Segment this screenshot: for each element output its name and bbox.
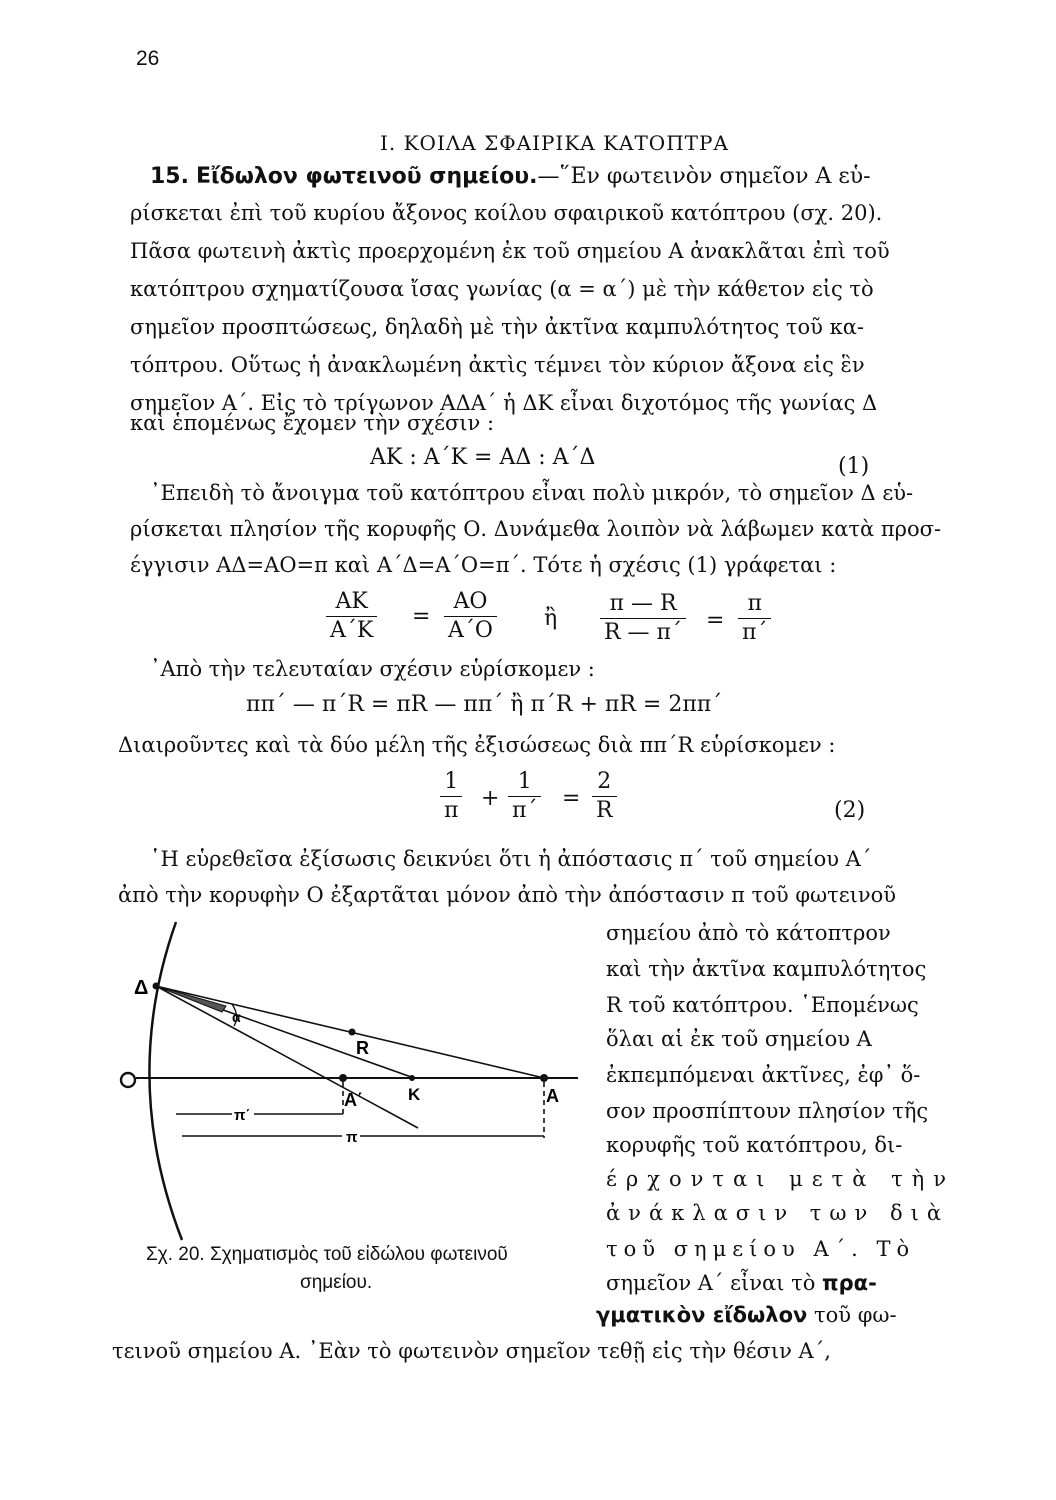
fraction-denominator: R — [596, 798, 613, 823]
section-intro: —῞Εν φωτεινὸν σημεῖον Α εὑ- — [537, 164, 871, 189]
equals-sign: = — [562, 786, 581, 811]
label-pi-prime: π΄ — [234, 1107, 251, 1124]
text-line: R τοῦ κατόπτρου. ῾Επομένως — [606, 993, 919, 1017]
point-k — [409, 1075, 415, 1081]
fraction-numerator: 2 — [592, 768, 617, 797]
text-plain: τοῦ φω- — [807, 1303, 897, 1327]
fraction-denominator: π — [444, 798, 459, 823]
fraction-denominator: π΄ — [512, 798, 538, 823]
or-word: ἢ — [544, 606, 558, 631]
text-line: ᾿Απὸ τὴν τελευταίαν σχέσιν εὑρίσκομεν : — [150, 657, 595, 681]
fraction-numerator: ΑΟ — [444, 588, 497, 617]
text-line: έρχονται μετὰ τὴν — [606, 1167, 956, 1191]
equation-1-label: (1) — [838, 454, 870, 479]
fraction-denominator: Α΄Ο — [448, 618, 493, 643]
equation-3: ππ΄ — π΄R = πR — ππ΄ ἢ π΄R + πR = 2ππ΄ — [246, 692, 723, 717]
text-line: τόπτρου. Οὕτως ἡ ἀνακλωμένη ἀκτὶς τέμνει τὸν κύριον ἄξονα εἰς ἓν — [130, 353, 865, 377]
point-delta — [153, 983, 160, 990]
fraction-numerator: 1 — [508, 768, 541, 797]
point-a — [540, 1074, 548, 1082]
fraction-denominator: π΄ — [742, 620, 768, 645]
fraction-numerator: 1 — [440, 768, 462, 797]
text-line: ρίσκεται ἐπὶ τοῦ κυρίου ἄξονος κοίλου σφαιρικοῦ κατόπτρου (σχ. 20). — [130, 201, 883, 225]
figure-caption-line-2: σημείου. — [300, 1272, 373, 1293]
label-a-prime: A΄ — [344, 1090, 363, 1110]
text-line: ἀπὸ τὴν κορυφὴν Ο ἐξαρτᾶται μόνον ἀπὸ τὴν ἀπόστασιν π τοῦ φωτεινοῦ — [118, 883, 897, 907]
label-k: K — [408, 1085, 421, 1104]
text-line: σημεῖον προσπτώσεως, δηλαδὴ μὲ τὴν ἀκτῖνα καμπυλότητος τοῦ κα- — [130, 315, 864, 339]
text-line: κορυφῆς τοῦ κατόπτρου, δι- — [606, 1133, 903, 1157]
text-plain: σημεῖον Α΄ εἶναι τὸ — [606, 1271, 816, 1295]
section-title: Εἴδωλον φωτεινοῦ σημείου. — [195, 164, 538, 189]
concave-mirror-arc — [149, 922, 182, 1240]
plus-sign: + — [481, 786, 500, 811]
label-r: R — [356, 1038, 369, 1058]
equals-sign: = — [412, 604, 431, 629]
figure-caption-line-1: Σχ. 20. Σχηματισμὸς τοῦ εἰδώλου φωτεινοῦ — [146, 1244, 508, 1265]
text-line: κατόπτρου σχηματίζουσα ἴσας γωνίας (α = α΄) μὲ τὴν κάθετον εἰς τὸ — [130, 277, 874, 301]
text-line: σημεῖον Α΄. Εἰς τὸ τρίγωνον ΑΔΑ΄ ἡ ΔΚ εἶναι διχοτόμος τῆς γωνίας Δ — [130, 391, 878, 415]
text-line: ἀνάκλασιν των διὰ — [606, 1201, 949, 1225]
equation-2-label: (2) — [834, 798, 866, 823]
angle-hatching — [156, 986, 226, 1012]
text-line: τεινοῦ σημείου Α. ᾿Εὰν τὸ φωτεινὸν σημεῖον τεθῇ εἰς τὴν θέσιν Α΄, — [112, 1339, 831, 1363]
text-bold: γματικὸν εἴδωλον — [596, 1303, 808, 1327]
text-line: σημείου ἀπὸ τὸ κάτοπτρον — [606, 921, 891, 945]
fraction-denominator: Α΄Κ — [330, 618, 374, 643]
fraction-numerator: π — R — [600, 590, 686, 619]
section-number: 15. — [150, 164, 189, 189]
fraction-numerator: ΑΚ — [326, 588, 377, 617]
text-line: Πᾶσα φωτεινὴ ἀκτὶς προερχομένη ἐκ τοῦ σημείου Α ἀνακλᾶται ἐπὶ τοῦ — [130, 239, 890, 263]
text-line: σον προσπίπτουν πλησίον τῆς — [606, 1099, 929, 1123]
point-o — [121, 1073, 135, 1087]
text-line: καὶ τὴν ἀκτῖνα καμπυλότητος — [606, 957, 927, 981]
point-r — [349, 1029, 356, 1036]
label-a: A — [546, 1086, 559, 1106]
reflected-ray — [156, 986, 418, 1128]
text-line: τοῦ σημείου Α΄. Τὸ — [606, 1237, 916, 1261]
fraction-numerator: π — [738, 590, 771, 619]
text-line: Διαιροῦντες καὶ τὰ δύο μέλη τῆς ἐξισώσεως διὰ ππ΄R εὑρίσκομεν : — [118, 733, 836, 757]
equals-sign: = — [706, 608, 725, 633]
label-pi: π — [346, 1129, 358, 1146]
text-line: ᾿Επειδὴ τὸ ἄνοιγμα τοῦ κατόπτρου εἶναι πολὺ μικρόν, τὸ σημεῖον Δ εὑ- — [150, 481, 914, 505]
text-line: ῾Η εὑρεθεῖσα ἐξίσωσις δεικνύει ὅτι ἡ ἀπόστασις π΄ τοῦ σημείου Α΄ — [150, 847, 872, 871]
text-line: ἐκπεμπόμεναι ἀκτῖνες, ἐφ᾿ ὅ- — [606, 1063, 921, 1087]
chapter-heading: I. ΚΟΙΛΑ ΣΦΑΙΡΙΚΑ ΚΑΤΟΠΤΡΑ — [380, 131, 729, 155]
label-alpha: α — [232, 1009, 241, 1025]
text-line: έγγισιν ΑΔ=ΑΟ=π καὶ Α΄Δ=Α΄Ο=π΄. Τότε ἡ σχέσις (1) γράφεται : — [130, 553, 837, 577]
equation-1: ΑΚ : Α΄Κ = ΑΔ : Α΄Δ — [370, 445, 596, 470]
text-bold: πρα- — [822, 1271, 877, 1295]
label-delta: Δ — [134, 977, 149, 999]
page-number: 26 — [136, 47, 160, 70]
text-line: ρίσκεται πλησίον τῆς κορυφῆς Ο. Δυνάμεθα λοιπὸν νὰ λάβωμεν κατὰ προσ- — [130, 517, 942, 541]
text-line: καὶ ἑπομένως ἔχομεν τὴν σχέσιν : — [130, 411, 495, 435]
fraction-denominator: R — π΄ — [604, 620, 683, 645]
point-a-prime — [339, 1074, 347, 1082]
text-line: ὅλαι αἱ ἐκ τοῦ σημείου Α — [606, 1027, 872, 1051]
